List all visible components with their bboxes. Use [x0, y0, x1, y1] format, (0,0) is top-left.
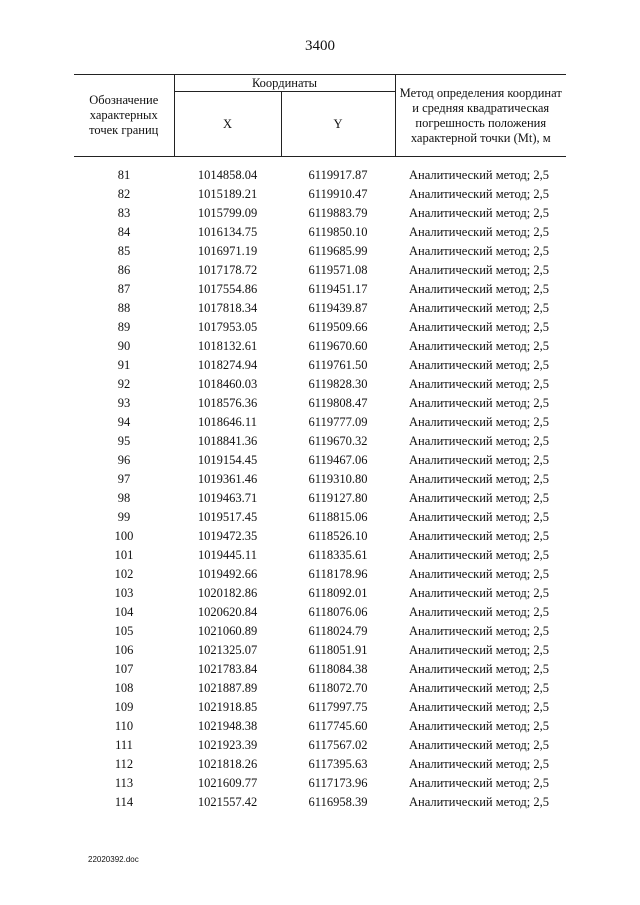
point-cell: 114 — [114, 795, 134, 809]
document-file-code: 22020392.doc — [88, 855, 139, 864]
point-cell: 102 — [114, 567, 134, 581]
y-coordinate-cell: 6119439.87 — [308, 301, 368, 315]
method-cell: Аналитический метод; 2,5 — [409, 225, 549, 239]
method-cell: Аналитический метод; 2,5 — [409, 415, 549, 429]
method-cell: Аналитический метод; 2,5 — [409, 624, 549, 638]
table-row — [74, 679, 566, 698]
point-cell: 88 — [117, 301, 131, 315]
x-coordinate-cell: 1017953.05 — [197, 320, 258, 334]
x-coordinate-cell: 1017818.34 — [197, 301, 258, 315]
point-cell: 101 — [114, 548, 134, 562]
header-y: Y — [281, 92, 395, 157]
x-coordinate-cell: 1019517.45 — [197, 510, 258, 524]
table-row — [74, 413, 566, 432]
point-cell: 96 — [117, 453, 131, 467]
point-cell: 82 — [117, 187, 131, 201]
table-row — [74, 204, 566, 223]
method-cell: Аналитический метод; 2,5 — [409, 168, 549, 182]
y-coordinate-cell: 6117997.75 — [308, 700, 368, 714]
table-row — [74, 603, 566, 622]
table-row — [74, 223, 566, 242]
point-cell: 81 — [117, 168, 131, 182]
table-row — [74, 242, 566, 261]
table-row — [74, 793, 566, 812]
point-cell: 95 — [117, 434, 131, 448]
page-number: 3400 — [305, 38, 335, 54]
x-coordinate-cell: 1021609.77 — [197, 776, 258, 790]
header-x: X — [174, 92, 281, 157]
y-coordinate-cell: 6118084.38 — [308, 662, 368, 676]
x-coordinate-cell: 1021948.38 — [197, 719, 258, 733]
y-coordinate-cell: 6119509.66 — [308, 320, 368, 334]
y-coordinate-cell: 6118178.96 — [308, 567, 368, 581]
table-row — [74, 375, 566, 394]
y-coordinate-cell: 6118076.06 — [308, 605, 368, 619]
table-row — [74, 432, 566, 451]
method-cell: Аналитический метод; 2,5 — [409, 529, 549, 543]
table-row — [74, 185, 566, 204]
point-cell: 107 — [114, 662, 134, 676]
header-point: Обозначение характерных точек границ — [74, 75, 174, 157]
point-cell: 103 — [114, 586, 134, 600]
y-coordinate-cell: 6117395.63 — [308, 757, 368, 771]
x-coordinate-cell: 1020620.84 — [197, 605, 258, 619]
y-coordinate-cell: 6119670.60 — [308, 339, 368, 353]
x-coordinate-cell: 1021060.89 — [197, 624, 258, 638]
table-row — [74, 318, 566, 337]
y-coordinate-cell: 6119883.79 — [308, 206, 368, 220]
point-cell: 108 — [114, 681, 134, 695]
table-row — [74, 489, 566, 508]
x-coordinate-cell: 1017178.72 — [197, 263, 258, 277]
x-coordinate-cell: 1015799.09 — [197, 206, 258, 220]
table-row — [74, 641, 566, 660]
table-header — [74, 75, 566, 157]
method-cell: Аналитический метод; 2,5 — [409, 795, 549, 809]
point-cell: 93 — [117, 396, 131, 410]
x-coordinate-cell: 1019445.11 — [198, 548, 257, 562]
method-cell: Аналитический метод; 2,5 — [409, 510, 549, 524]
x-coordinate-cell: 1021887.89 — [197, 681, 258, 695]
y-coordinate-cell: 6117567.02 — [308, 738, 368, 752]
y-coordinate-cell: 6118335.61 — [308, 548, 368, 562]
y-coordinate-cell: 6118815.06 — [308, 510, 368, 524]
x-coordinate-cell: 1018841.36 — [197, 434, 258, 448]
y-coordinate-cell: 6119467.06 — [308, 453, 368, 467]
y-coordinate-cell: 6119761.50 — [308, 358, 368, 372]
table-row — [74, 584, 566, 603]
y-coordinate-cell: 6119850.10 — [308, 225, 368, 239]
x-coordinate-cell: 1019472.35 — [197, 529, 258, 543]
method-cell: Аналитический метод; 2,5 — [409, 643, 549, 657]
x-coordinate-cell: 1019492.66 — [197, 567, 258, 581]
y-coordinate-cell: 6119670.32 — [308, 434, 368, 448]
point-cell: 91 — [117, 358, 131, 372]
method-cell: Аналитический метод; 2,5 — [409, 586, 549, 600]
method-cell: Аналитический метод; 2,5 — [409, 757, 549, 771]
table-row — [74, 508, 566, 527]
table-row — [74, 774, 566, 793]
point-cell: 110 — [114, 719, 134, 733]
point-cell: 109 — [114, 700, 134, 714]
method-cell: Аналитический метод; 2,5 — [409, 206, 549, 220]
y-coordinate-cell: 6116958.39 — [308, 795, 368, 809]
x-coordinate-cell: 1014858.04 — [197, 168, 258, 182]
point-cell: 99 — [117, 510, 131, 524]
x-coordinate-cell: 1021923.39 — [197, 738, 258, 752]
x-coordinate-cell: 1021783.84 — [197, 662, 258, 676]
y-coordinate-cell: 6119777.09 — [308, 415, 368, 429]
method-cell: Аналитический метод; 2,5 — [409, 263, 549, 277]
method-cell: Аналитический метод; 2,5 — [409, 662, 549, 676]
y-coordinate-cell: 6119910.47 — [308, 187, 368, 201]
x-coordinate-cell: 1019463.71 — [197, 491, 258, 505]
y-coordinate-cell: 6117173.96 — [308, 776, 368, 790]
table-row — [74, 660, 566, 679]
method-cell: Аналитический метод; 2,5 — [409, 567, 549, 581]
table-row — [74, 157, 566, 186]
x-coordinate-cell: 1019361.46 — [197, 472, 258, 486]
y-coordinate-cell: 6118526.10 — [308, 529, 368, 543]
x-coordinate-cell: 1021818.26 — [197, 757, 258, 771]
header-method: Метод определения координат и средняя квадратическая погрешность положения характерной точки (Mt), м — [395, 75, 566, 157]
table-row — [74, 356, 566, 375]
table-row — [74, 622, 566, 641]
y-coordinate-cell: 6119571.08 — [308, 263, 368, 277]
x-coordinate-cell: 1018576.36 — [197, 396, 258, 410]
point-cell: 89 — [117, 320, 131, 334]
point-cell: 111 — [115, 738, 133, 752]
point-cell: 98 — [117, 491, 131, 505]
point-cell: 92 — [117, 377, 131, 391]
y-coordinate-cell: 6117745.60 — [308, 719, 368, 733]
y-coordinate-cell: 6118072.70 — [308, 681, 368, 695]
point-cell: 94 — [117, 415, 131, 429]
method-cell: Аналитический метод; 2,5 — [409, 548, 549, 562]
x-coordinate-cell: 1018646.11 — [198, 415, 257, 429]
x-coordinate-cell: 1017554.86 — [197, 282, 258, 296]
y-coordinate-cell: 6118092.01 — [308, 586, 368, 600]
method-cell: Аналитический метод; 2,5 — [409, 358, 549, 372]
method-cell: Аналитический метод; 2,5 — [409, 377, 549, 391]
table-row — [74, 717, 566, 736]
table-row — [74, 698, 566, 717]
x-coordinate-cell: 1016971.19 — [197, 244, 258, 258]
y-coordinate-cell: 6118024.79 — [308, 624, 368, 638]
method-cell: Аналитический метод; 2,5 — [409, 339, 549, 353]
x-coordinate-cell: 1020182.86 — [197, 586, 258, 600]
table-row — [74, 337, 566, 356]
header-coordinates: Координаты — [174, 75, 395, 92]
x-coordinate-cell: 1021557.42 — [197, 795, 258, 809]
y-coordinate-cell: 6119808.47 — [308, 396, 368, 410]
point-cell: 104 — [114, 605, 134, 619]
point-cell: 90 — [117, 339, 131, 353]
method-cell: Аналитический метод; 2,5 — [409, 187, 549, 201]
y-coordinate-cell: 6119310.80 — [308, 472, 368, 486]
table-row — [74, 565, 566, 584]
x-coordinate-cell: 1015189.21 — [197, 187, 258, 201]
y-coordinate-cell: 6119127.80 — [308, 491, 368, 505]
point-cell: 112 — [114, 757, 134, 771]
method-cell: Аналитический метод; 2,5 — [409, 681, 549, 695]
table-row — [74, 261, 566, 280]
x-coordinate-cell: 1016134.75 — [197, 225, 258, 239]
method-cell: Аналитический метод; 2,5 — [409, 700, 549, 714]
point-cell: 106 — [114, 643, 134, 657]
table-row — [74, 299, 566, 318]
point-cell: 85 — [117, 244, 131, 258]
y-coordinate-cell: 6119917.87 — [308, 168, 368, 182]
y-coordinate-cell: 6119828.30 — [308, 377, 368, 391]
method-cell: Аналитический метод; 2,5 — [409, 472, 549, 486]
point-cell: 83 — [117, 206, 131, 220]
table-row — [74, 755, 566, 774]
table-row — [74, 451, 566, 470]
table-row — [74, 394, 566, 413]
x-coordinate-cell: 1019154.45 — [197, 453, 258, 467]
method-cell: Аналитический метод; 2,5 — [409, 396, 549, 410]
point-cell: 97 — [117, 472, 131, 486]
x-coordinate-cell: 1018132.61 — [197, 339, 258, 353]
x-coordinate-cell: 1021325.07 — [197, 643, 258, 657]
point-cell: 105 — [114, 624, 134, 638]
y-coordinate-cell: 6119451.17 — [308, 282, 368, 296]
coordinates-table — [74, 74, 566, 812]
method-cell: Аналитический метод; 2,5 — [409, 605, 549, 619]
method-cell: Аналитический метод; 2,5 — [409, 491, 549, 505]
method-cell: Аналитический метод; 2,5 — [409, 776, 549, 790]
method-cell: Аналитический метод; 2,5 — [409, 453, 549, 467]
y-coordinate-cell: 6118051.91 — [308, 643, 368, 657]
table-row — [74, 736, 566, 755]
point-cell: 113 — [114, 776, 134, 790]
point-cell: 100 — [114, 529, 134, 543]
method-cell: Аналитический метод; 2,5 — [409, 719, 549, 733]
method-cell: Аналитический метод; 2,5 — [409, 738, 549, 752]
point-cell: 87 — [117, 282, 131, 296]
table-row — [74, 280, 566, 299]
point-cell: 84 — [117, 225, 131, 239]
x-coordinate-cell: 1018274.94 — [197, 358, 258, 372]
method-cell: Аналитический метод; 2,5 — [409, 301, 549, 315]
table-row — [74, 527, 566, 546]
method-cell: Аналитический метод; 2,5 — [409, 244, 549, 258]
method-cell: Аналитический метод; 2,5 — [409, 434, 549, 448]
table-body — [74, 157, 566, 813]
x-coordinate-cell: 1021918.85 — [197, 700, 258, 714]
method-cell: Аналитический метод; 2,5 — [409, 320, 549, 334]
table-row — [74, 546, 566, 565]
x-coordinate-cell: 1018460.03 — [197, 377, 258, 391]
y-coordinate-cell: 6119685.99 — [308, 244, 368, 258]
method-cell: Аналитический метод; 2,5 — [409, 282, 549, 296]
point-cell: 86 — [117, 263, 131, 277]
table-row — [74, 470, 566, 489]
